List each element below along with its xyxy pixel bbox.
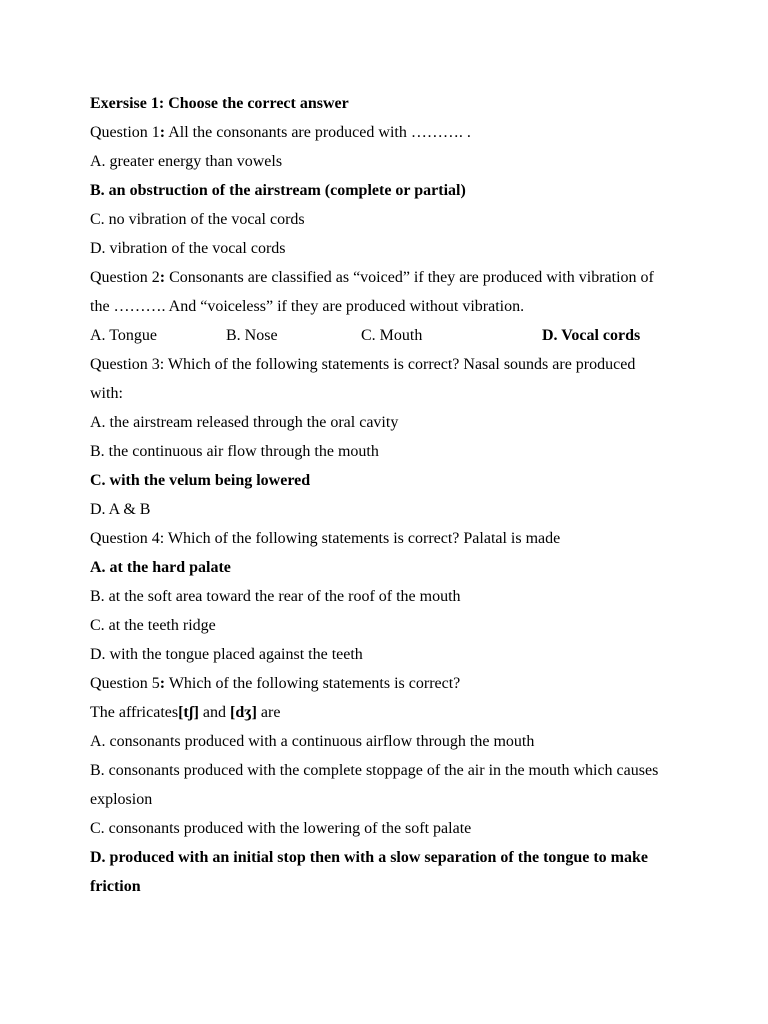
question-5-colon: : (159, 675, 166, 692)
question-4-option-c: C. at the teeth ridge (90, 617, 216, 634)
question-2-option-c: C. Mouth (361, 327, 423, 344)
question-4-option-d: D. with the tongue placed against the teeth (90, 646, 363, 663)
question-2-text-line-2: the ………. And “voiceless” if they are produced without vibration. (90, 298, 525, 315)
question-3-option-d: D. A & B (90, 501, 151, 518)
affricates-and: and (198, 704, 231, 721)
document-page (90, 89, 690, 901)
question-4-option-b: B. at the soft area toward the rear of the roof of the mouth (90, 588, 461, 605)
question-2-colon: : (159, 269, 166, 286)
question-1-label: Question 1 (90, 124, 160, 141)
question-2-option-b: B. Nose (226, 327, 278, 344)
question-5-label: Question 5 (90, 675, 160, 692)
question-1-option-d: D. vibration of the vocal cords (90, 240, 286, 257)
question-2-text-line-1: Consonants are classified as “voiced” if they are produced with vibration of (165, 269, 654, 286)
question-5-affricates (90, 698, 690, 727)
question-1-text: All the consonants are produced with ………. . (165, 124, 471, 141)
question-4-option-a-correct: A. at the hard palate (90, 559, 231, 576)
question-2 (90, 263, 690, 292)
exercise-title: Exersise 1: Choose the correct answer (90, 95, 349, 112)
question-3-option-a: A. the airstream released through the oral cavity (90, 414, 399, 431)
question-2-option-d-correct: D. Vocal cords (542, 327, 641, 344)
question-1 (90, 118, 690, 147)
affricates-suffix: are (256, 704, 281, 721)
question-1-option-c: C. no vibration of the vocal cords (90, 211, 305, 228)
question-4: Question 4: Which of the following statements is correct? Palatal is made (90, 530, 561, 547)
question-1-option-b-correct: B. an obstruction of the airstream (complete or partial) (90, 182, 466, 199)
affricate-tsh: [tʃ] (178, 704, 199, 721)
question-5-option-a: A. consonants produced with a continuous airflow through the mouth (90, 733, 535, 750)
question-5-text: Which of the following statements is correct? (165, 675, 461, 692)
question-3-text-line-1: Question 3: Which of the following statements is correct? Nasal sounds are produced (90, 356, 636, 373)
question-2-label: Question 2 (90, 269, 160, 286)
question-1-colon: : (159, 124, 166, 141)
question-5-option-c: C. consonants produced with the lowering of the soft palate (90, 820, 472, 837)
question-2-option-a: A. Tongue (90, 327, 158, 344)
question-3-text-line-2: with: (90, 385, 123, 402)
question-3-option-b: B. the continuous air flow through the mouth (90, 443, 379, 460)
question-5 (90, 669, 690, 698)
question-5-option-b: B. consonants produced with the complete stoppage of the air in the mouth which causes (90, 762, 659, 779)
question-1-option-a: A. greater energy than vowels (90, 153, 283, 170)
question-5-option-b-continued: explosion (90, 791, 153, 808)
affricate-dzh: [dʒ] (230, 704, 257, 721)
question-5-option-d-correct: D. produced with an initial stop then with a slow separation of the tongue to make (90, 849, 648, 866)
question-5-option-d-continued: friction (90, 878, 141, 895)
question-2-options (90, 321, 690, 350)
affricates-prefix: The affricates (90, 704, 179, 721)
question-3-option-c-correct: C. with the velum being lowered (90, 472, 311, 489)
